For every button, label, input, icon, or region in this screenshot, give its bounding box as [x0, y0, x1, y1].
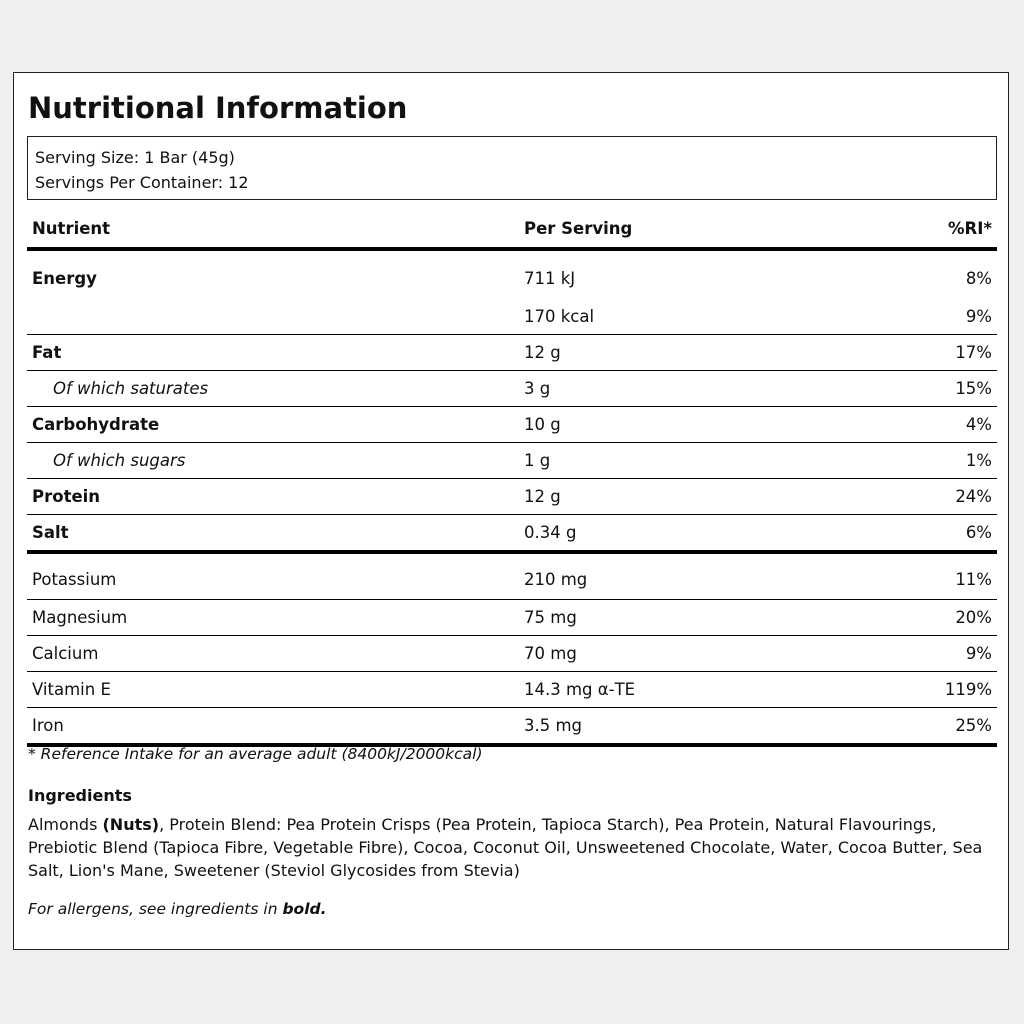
- nutrient-name: Of which sugars: [27, 443, 519, 479]
- header-ri: %RI*: [909, 209, 997, 249]
- allergen-note: [28, 900, 327, 918]
- table-row-calcium: [27, 636, 997, 672]
- nutrient-ri: 25%: [909, 708, 997, 746]
- nutrient-value: 10 g: [519, 407, 909, 443]
- table-row-energy-kcal: [27, 299, 997, 335]
- ingredients-list: [28, 813, 996, 882]
- nutrient-name: Salt: [27, 515, 519, 553]
- nutrient-ri: 11%: [909, 552, 997, 600]
- table-row-carbohydrate: [27, 407, 997, 443]
- nutrient-value: 1 g: [519, 443, 909, 479]
- table-row-vitamin-e: [27, 672, 997, 708]
- allergen-highlight: (Nuts): [102, 815, 160, 834]
- nutrient-ri: 8%: [965, 268, 992, 288]
- nutrient-value: 210 mg: [519, 552, 909, 600]
- nutrient-value: 70 mg: [519, 636, 909, 672]
- nutrient-name: Carbohydrate: [27, 407, 519, 443]
- nutrient-name: [27, 299, 519, 335]
- page-title: Nutritional Information: [28, 91, 408, 125]
- nutrient-ri: 24%: [909, 479, 997, 515]
- nutrient-name: Potassium: [27, 552, 519, 600]
- nutrient-ri: 6%: [909, 515, 997, 553]
- table-row-magnesium: [27, 600, 997, 636]
- table-row-protein: [27, 479, 997, 515]
- allergen-note-bold: bold.: [282, 900, 327, 918]
- nutrient-name: Iron: [27, 708, 519, 746]
- ingredients-text-start: Almonds: [28, 815, 103, 834]
- nutrient-name: Protein: [27, 479, 519, 515]
- serving-info-box: [27, 136, 997, 200]
- servings-per-container: Servings Per Container: 12: [35, 173, 249, 192]
- table-row-potassium: [27, 552, 997, 600]
- serving-size: Serving Size: 1 Bar (45g): [35, 148, 235, 167]
- table-row-fat: [27, 335, 997, 371]
- nutrient-ri: 17%: [909, 335, 997, 371]
- table-row-saturates: [27, 371, 997, 407]
- nutrient-name: Energy: [32, 268, 97, 288]
- nutrient-value: 12 g: [519, 335, 909, 371]
- nutrient-value: 3 g: [519, 371, 909, 407]
- reference-intake-footnote: * Reference Intake for an average adult (8400kJ/2000kcal): [28, 745, 483, 763]
- table-row-sugars: [27, 443, 997, 479]
- table-row-iron: [27, 708, 997, 746]
- nutrient-name: Fat: [27, 335, 519, 371]
- table-row-salt: [27, 515, 997, 553]
- nutrient-ri: 15%: [909, 371, 997, 407]
- nutrient-name: Vitamin E: [27, 672, 519, 708]
- nutrient-ri: 9%: [909, 299, 997, 335]
- nutrient-value: 170 kcal: [519, 299, 909, 335]
- allergen-note-text: For allergens, see ingredients in: [28, 900, 283, 918]
- nutrient-value: 12 g: [519, 479, 909, 515]
- nutrient-ri: 4%: [909, 407, 997, 443]
- nutrient-ri: 20%: [909, 600, 997, 636]
- nutrition-panel: [13, 72, 1009, 950]
- table-row-energy-kj: [27, 249, 997, 299]
- ingredients-heading: Ingredients: [28, 786, 132, 805]
- nutrient-ri: 9%: [909, 636, 997, 672]
- nutrient-name: Calcium: [27, 636, 519, 672]
- nutrient-ri: 1%: [909, 443, 997, 479]
- ingredients-text-rest: , Protein Blend: Pea Protein Crisps (Pea Protein, Tapioca Starch), Pea Protein, Natural Flavourings, Prebiotic Blend (Tapioca Fibre, Vegetable Fibre), Cocoa, Coconut Oil, Unsweetened Chocolate, Water, Cocoa Butter, Sea Salt, Lion's Mane, Sweetener (Steviol Glycosides from Stevia): [28, 815, 983, 880]
- nutrient-name: Magnesium: [27, 600, 519, 636]
- nutrient-name: Of which saturates: [27, 371, 519, 407]
- nutrient-value: 0.34 g: [519, 515, 909, 553]
- nutrient-value: 14.3 mg α-TE: [519, 672, 909, 708]
- nutrient-ri: 119%: [909, 672, 997, 708]
- nutrition-table: [27, 209, 997, 747]
- header-per-serving: Per Serving: [519, 209, 909, 249]
- table-header-row: [27, 209, 997, 249]
- header-nutrient: Nutrient: [27, 209, 519, 249]
- nutrient-value: 75 mg: [519, 600, 909, 636]
- nutrient-value: 3.5 mg: [519, 708, 909, 746]
- nutrient-value: 711 kJ: [524, 268, 576, 288]
